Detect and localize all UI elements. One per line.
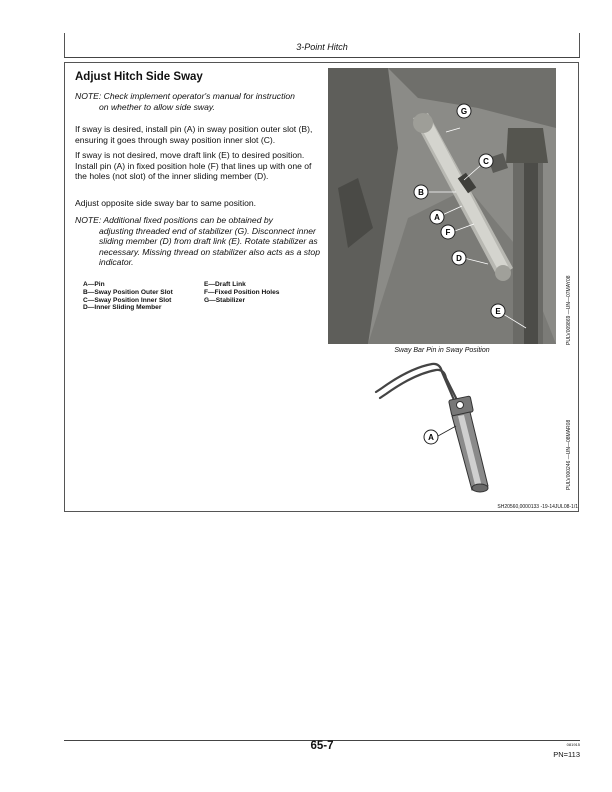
callout-c <box>479 154 493 168</box>
header-rule <box>64 57 580 58</box>
running-head: 3-Point Hitch <box>296 42 348 52</box>
paragraph-sway-desired: If sway is desired, install pin (A) in sway position outer slot (B), ensuring it goes through sway position inner slot (C). <box>75 124 313 145</box>
legend-item: D—Inner Sliding Member <box>83 304 162 312</box>
figure-caption: Sway Bar Pin in Sway Position <box>394 347 490 354</box>
paragraph-sway-not-desired: If sway is not desired, move draft link (E) to desired position. Install pin (A) in fixed position hole (F) that lines up with one of the holes (not slot) of the inner sliding member (D). <box>75 150 312 182</box>
note-fixed-positions <box>75 215 321 268</box>
date-code: 081915 <box>566 742 580 747</box>
legend-item: A—Pin <box>83 281 105 288</box>
svg-text:G: G <box>460 107 468 116</box>
callout-g <box>457 104 471 118</box>
note-label: NOTE: <box>75 215 102 225</box>
section-title: Adjust Hitch Side Sway <box>75 71 203 83</box>
paragraph-adjust-opposite: Adjust opposite side sway bar to same position. <box>75 198 257 208</box>
callout-a <box>430 210 444 224</box>
svg-text:E: E <box>495 307 501 316</box>
figure-code: PULV009869 —UN—07MAY08 <box>566 275 572 345</box>
note-text-rest: on whether to allow side sway. <box>99 101 215 112</box>
note-text-first: Additional fixed positions can be obtained by <box>103 215 273 225</box>
pn-label: PN=113 <box>553 750 580 759</box>
svg-text:B: B <box>418 188 424 197</box>
callout-f <box>441 225 455 239</box>
callout-b <box>414 185 428 199</box>
pin-illustration <box>370 360 520 500</box>
note-label: NOTE: <box>75 91 102 101</box>
reference-code: SH20560,0000133 -19-14JUL08-1/1 <box>497 504 578 510</box>
legend-item: E—Draft Link <box>204 281 246 288</box>
note-instruction <box>75 91 321 112</box>
legend-item: G—Stabilizer <box>204 296 246 304</box>
page-number: 65-7 <box>310 740 334 752</box>
legend-column-1 <box>83 281 173 312</box>
svg-text:A: A <box>434 213 440 222</box>
figure-code: PULV000246 —UN—08MAR08 <box>566 419 572 490</box>
sway-bar-photo <box>328 68 556 344</box>
note-text-first: Check implement operator's manual for instruction <box>103 91 295 101</box>
callout-e <box>491 304 505 318</box>
svg-text:A: A <box>428 433 434 442</box>
svg-text:C: C <box>483 157 489 166</box>
svg-text:F: F <box>445 228 451 237</box>
legend-item: B—Sway Position Outer Slot <box>83 288 173 296</box>
legend-item: C—Sway Position Inner Slot <box>83 296 172 304</box>
callout-a <box>424 430 438 444</box>
legend-item: F—Fixed Position Holes <box>204 288 280 296</box>
note-text-rest: adjusting threaded end of stabilizer (G). Disconnect inner sliding member (D) from draft link (E). Rotate stabilizer as necessary. Missing thread on stabilizer also acts as a stop indicator. <box>99 225 320 268</box>
svg-text:D: D <box>456 254 462 263</box>
callout-d <box>452 251 466 265</box>
legend-column-2 <box>204 281 279 304</box>
